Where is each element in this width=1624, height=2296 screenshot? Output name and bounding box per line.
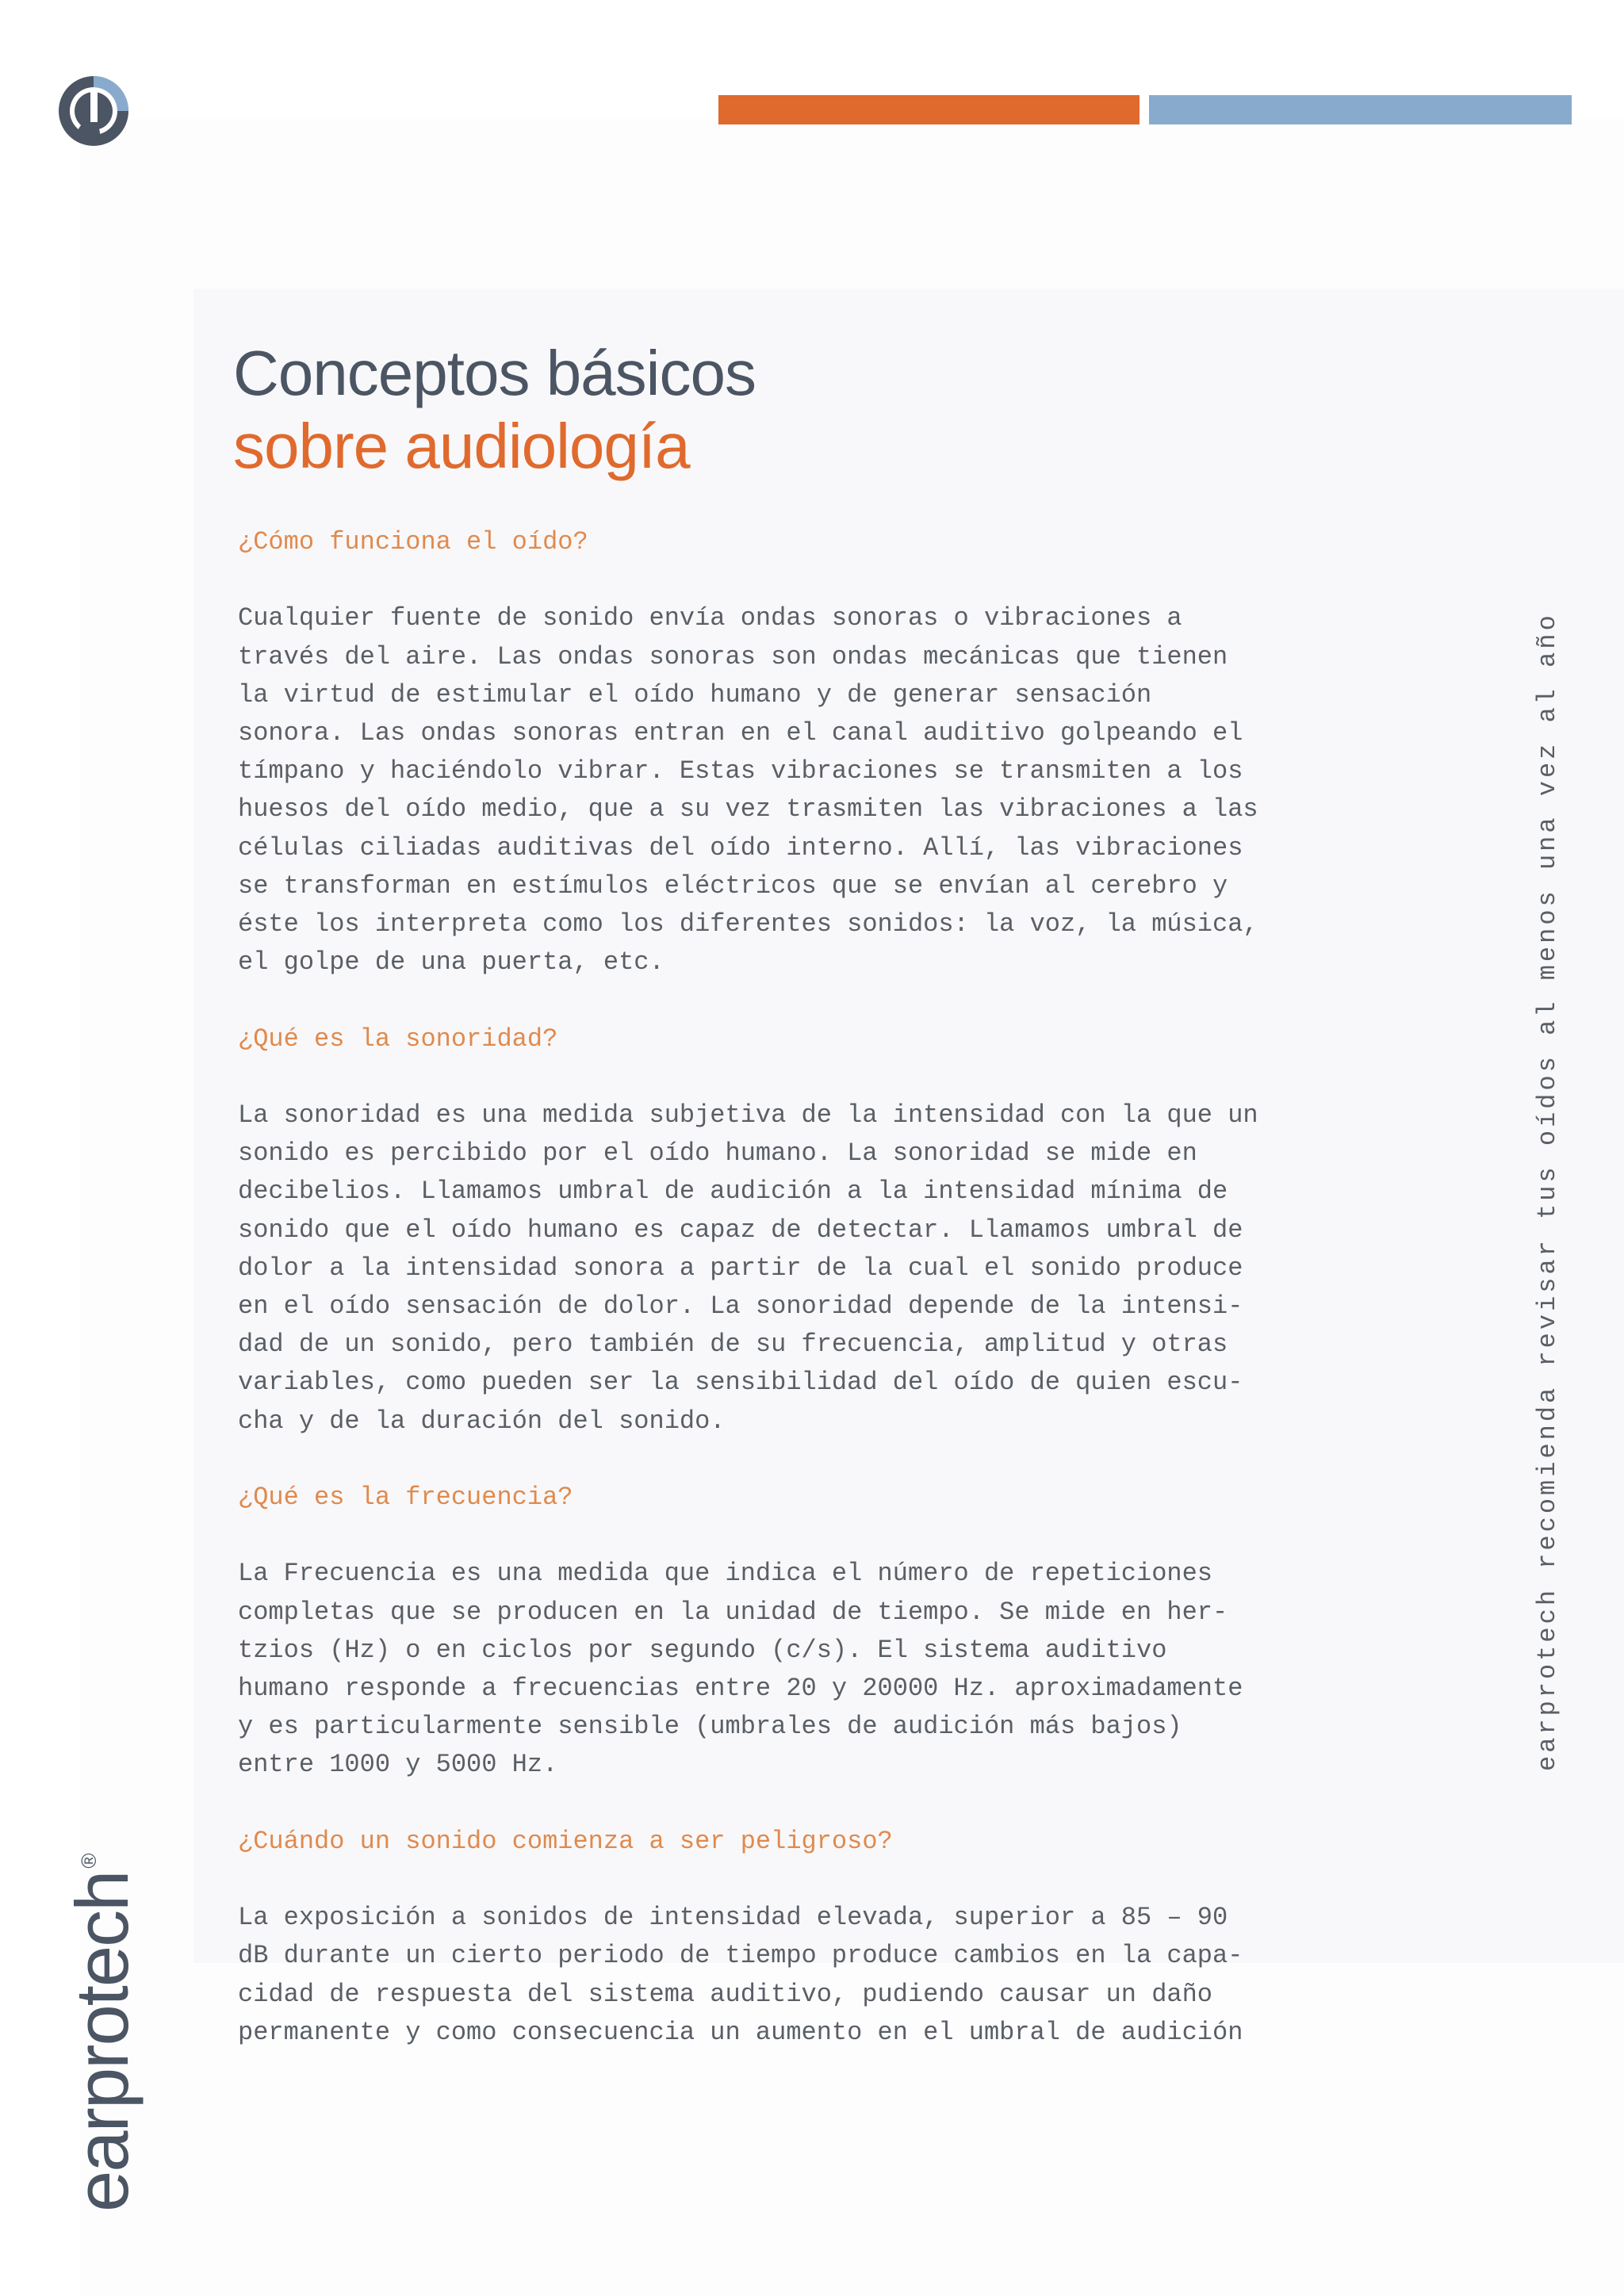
text-line: La sonoridad es una medida subjetiva de la intensidad con la que un — [238, 1100, 1258, 1130]
text-line: dolor a la intensidad sonora a partir de la cual el sonido produce — [238, 1253, 1243, 1283]
text-line: huesos del oído medio, que a su vez trasmiten las vibraciones a las — [238, 794, 1258, 825]
text-line: éste los interpreta como los diferentes sonidos: la voz, la música, — [238, 909, 1258, 939]
earprotech-ear-logo-icon — [56, 73, 132, 149]
text-line: completas que se producen en la unidad de tiempo. Se mide en her- — [238, 1597, 1228, 1627]
section-frequency — [238, 1479, 1348, 1785]
text-line: tzios (Hz) o en ciclos por segundo (c/s). El sistema auditivo — [238, 1635, 1167, 1665]
header-accent-bar-orange — [718, 95, 1139, 124]
text-line: través del aire. Las ondas sonoras son ondas mecánicas que tienen — [238, 641, 1228, 672]
text-line: La exposición a sonidos de intensidad elevada, superior a 85 – 90 — [238, 1903, 1228, 1933]
text-line: el golpe de una puerta, etc. — [238, 947, 665, 978]
section-loudness — [238, 1020, 1348, 1441]
text-line: sonido que el oído humano es capaz de detectar. Llamamos umbral de — [238, 1215, 1243, 1245]
title-line-1: Conceptos básicos — [233, 338, 756, 408]
text-line: cidad de respuesta del sistema auditivo, pudiendo causar un daño — [238, 1979, 1212, 2009]
section-dangerous-sound — [238, 1823, 1348, 2052]
text-line: cha y de la duración del sonido. — [238, 1406, 726, 1436]
brand-name: earprotech — [60, 1871, 144, 2212]
text-line: la virtud de estimular el oído humano y de generar sensación — [238, 679, 1152, 710]
text-line: variables, como pueden ser la sensibilidad del oído de quien escu- — [238, 1368, 1243, 1398]
brand-wordmark-vertical — [60, 1853, 144, 2212]
text-line: dB durante un cierto periodo de tiempo produce cambios en la capa- — [238, 1941, 1243, 1971]
section-paragraph — [238, 1096, 1348, 1441]
section-paragraph — [238, 1899, 1348, 2052]
text-line: se transforman en estímulos eléctricos que se envían al cerebro y — [238, 871, 1228, 901]
section-paragraph — [238, 599, 1348, 982]
text-line: La Frecuencia es una medida que indica el número de repeticiones — [238, 1559, 1212, 1589]
text-line: humano responde a frecuencias entre 20 y 20000 Hz. aproximadamente — [238, 1674, 1243, 1704]
section-heading: ¿Cuándo un sonido comienza a ser peligroso? — [238, 1826, 893, 1856]
text-line: Cualquier fuente de sonido envía ondas sonoras o vibraciones a — [238, 603, 1182, 633]
section-how-ear-works — [238, 523, 1348, 982]
title-line-2: sobre audiología — [233, 411, 690, 481]
section-heading: ¿Cómo funciona el oído? — [238, 527, 588, 557]
section-heading: ¿Qué es la frecuencia? — [238, 1483, 573, 1513]
text-line: sonido es percibido por el oído humano. La sonoridad se mide en — [238, 1138, 1197, 1169]
text-line: entre 1000 y 5000 Hz. — [238, 1750, 558, 1780]
section-heading: ¿Qué es la sonoridad? — [238, 1024, 558, 1054]
section-paragraph — [238, 1555, 1348, 1784]
registered-mark: ® — [77, 1853, 101, 1869]
text-line: células ciliadas auditivas del oído interno. Allí, las vibraciones — [238, 832, 1243, 863]
text-line: tímpano y haciéndolo vibrar. Estas vibraciones se transmiten a los — [238, 756, 1243, 786]
text-line: sonora. Las ondas sonoras entran en el canal auditivo golpeando el — [238, 718, 1243, 748]
text-line: dad de un sonido, pero también de su frecuencia, amplitud y otras — [238, 1330, 1228, 1360]
vertical-recommendation-text: earprotech recomienda revisar tus oídos al menos una vez al año — [1533, 612, 1562, 1771]
article-body — [238, 523, 1348, 2090]
header-accent-bar-blue — [1149, 95, 1572, 124]
text-line: y es particularmente sensible (umbrales de audición más bajos) — [238, 1712, 1182, 1742]
page-title — [233, 337, 756, 483]
text-line: decibelios. Llamamos umbral de audición a la intensidad mínima de — [238, 1177, 1228, 1207]
text-line: permanente y como consecuencia un aumento en el umbral de audición — [238, 2017, 1243, 2047]
text-line: en el oído sensación de dolor. La sonoridad depende de la intensi- — [238, 1292, 1243, 1322]
